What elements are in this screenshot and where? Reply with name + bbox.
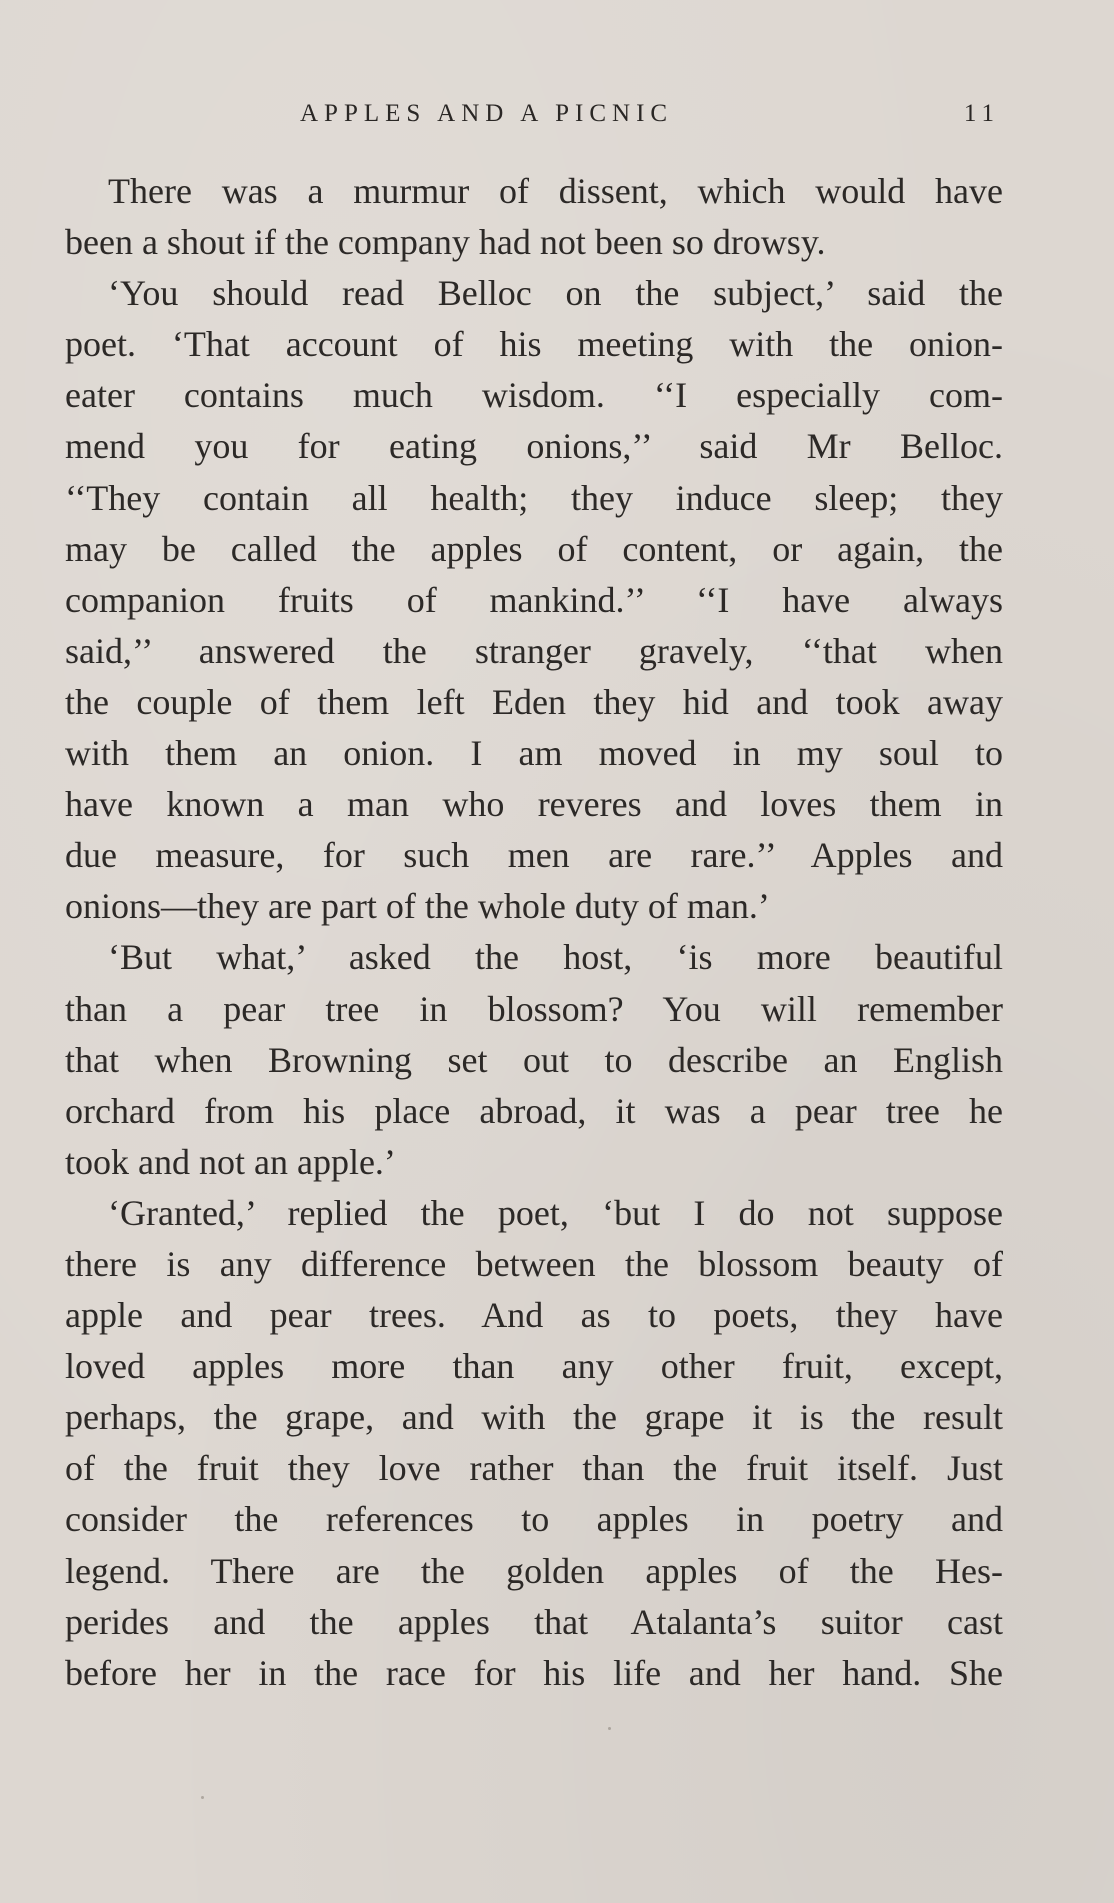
text-line: took and not an apple.’ bbox=[65, 1141, 396, 1182]
text-line: due measure, for such men are rare.’’ Apples and bbox=[65, 835, 1003, 876]
text-line: apple and pear trees. And as to poets, they have bbox=[65, 1295, 1003, 1336]
text-line: companion fruits of mankind.’’ ‘‘I have always bbox=[65, 579, 1003, 620]
text-line: before her in the race for his life and her hand. She bbox=[65, 1652, 1003, 1693]
text-line: said,’’ answered the stranger gravely, ‘‘that when bbox=[65, 630, 1003, 671]
text-line: eater contains much wisdom. ‘‘I especially com- bbox=[65, 375, 1003, 416]
text-line: of the fruit they love rather than the fruit itself. Just bbox=[65, 1448, 1003, 1489]
text-line: There was a murmur of dissent, which would have bbox=[108, 171, 1003, 211]
text-line: ‘Granted,’ replied the poet, ‘but I do not suppose bbox=[108, 1192, 1003, 1233]
running-head bbox=[300, 100, 1000, 140]
text-line: perhaps, the grape, and with the grape it is the result bbox=[65, 1397, 1003, 1438]
text-line: have known a man who reveres and loves them in bbox=[65, 784, 1003, 825]
text-line: ‘‘They contain all health; they induce sleep; they bbox=[65, 477, 1003, 518]
paper-speck bbox=[201, 1796, 204, 1799]
text-line: poet. ‘That account of his meeting with the onion- bbox=[65, 324, 1003, 365]
text-line: loved apples more than any other fruit, except, bbox=[65, 1346, 1003, 1387]
chapter-title: APPLES AND A PICNIC bbox=[300, 100, 674, 127]
text-line: that when Browning set out to describe an English bbox=[65, 1039, 1003, 1080]
text-line: the couple of them left Eden they hid and took away bbox=[65, 681, 1003, 722]
text-line: been a shout if the company had not been so drowsy. bbox=[65, 222, 826, 263]
text-line: with them an onion. I am moved in my soul to bbox=[65, 733, 1003, 774]
text-line: legend. There are the golden apples of the Hes- bbox=[65, 1550, 1003, 1591]
text-line: ‘You should read Belloc on the subject,’ said the bbox=[108, 273, 1003, 314]
text-line: mend you for eating onions,’’ said Mr Belloc. bbox=[65, 426, 1003, 467]
text-line: than a pear tree in blossom? You will remember bbox=[65, 988, 1003, 1029]
paper-speck bbox=[232, 1579, 235, 1582]
paper-speck bbox=[608, 1727, 611, 1730]
text-line: ‘But what,’ asked the host, ‘is more beautiful bbox=[108, 937, 1003, 978]
text-line: may be called the apples of content, or again, the bbox=[65, 528, 1003, 569]
text-line: perides and the apples that Atalanta’s suitor cast bbox=[65, 1601, 1003, 1642]
text-line: there is any difference between the blossom beauty of bbox=[65, 1243, 1003, 1284]
body-text bbox=[65, 166, 1003, 1699]
page-number: 11 bbox=[963, 100, 1000, 127]
text-line: onions—they are part of the whole duty of man.’ bbox=[65, 886, 770, 927]
text-line: consider the references to apples in poetry and bbox=[65, 1499, 1003, 1540]
text-line: orchard from his place abroad, it was a pear tree he bbox=[65, 1090, 1003, 1131]
